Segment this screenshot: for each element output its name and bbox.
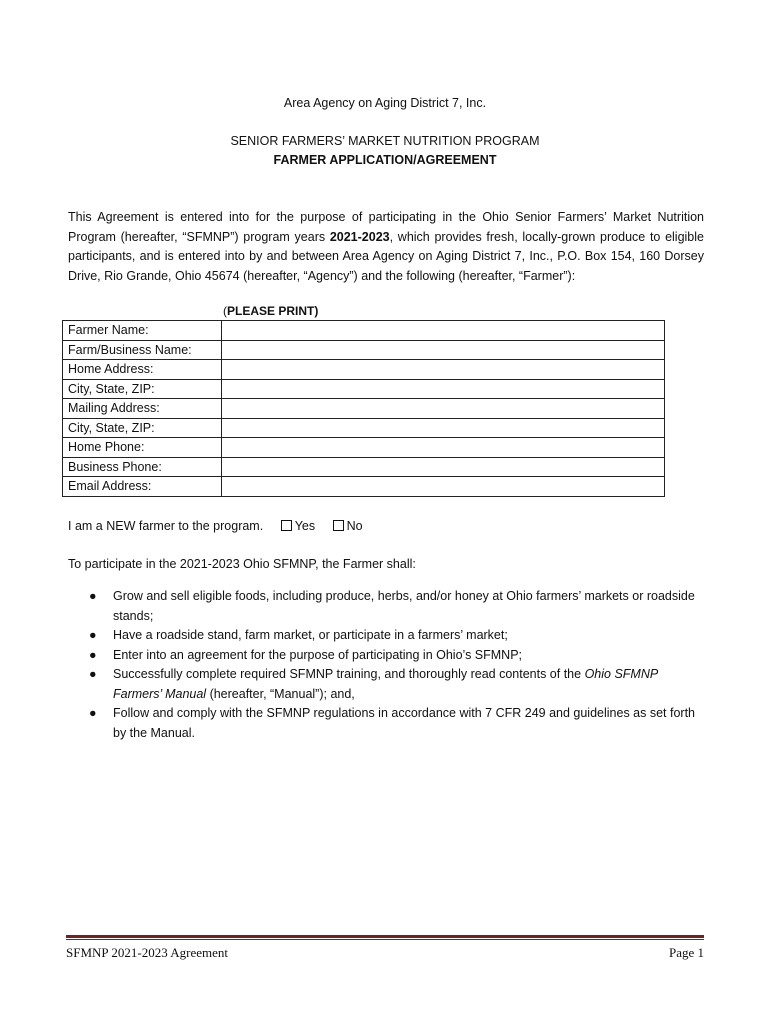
business-name-field[interactable]: [222, 340, 665, 360]
no-checkbox[interactable]: [333, 520, 344, 531]
business-phone-field[interactable]: [222, 457, 665, 477]
please-print-label: PLEASE PRINT): [227, 304, 319, 318]
requirements-list: [68, 587, 698, 743]
footer-rule-thin: [66, 939, 704, 940]
bullet-icon: ●: [89, 667, 97, 681]
bullet-icon: ●: [89, 706, 97, 720]
table-row: [63, 340, 665, 360]
farmer-info-table: [62, 320, 665, 497]
requirement-text: (hereafter, “Manual”); and,: [206, 686, 355, 701]
email-address-field[interactable]: [222, 477, 665, 497]
list-item: [68, 704, 698, 743]
table-row: [63, 360, 665, 380]
home-city-state-zip-label: City, State, ZIP:: [63, 379, 222, 399]
program-years: 2021-2023: [329, 229, 390, 244]
list-item: [68, 587, 698, 626]
table-row: [63, 438, 665, 458]
requirement-text: Enter into an agreement for the purpose of participating in Ohio’s SFMNP;: [113, 647, 523, 662]
bullet-icon: ●: [89, 628, 97, 642]
yes-label: Yes: [294, 519, 316, 533]
no-label: No: [346, 519, 363, 533]
mailing-address-field[interactable]: [222, 399, 665, 419]
bullet-icon: ●: [89, 589, 97, 603]
requirements-intro: To participate in the 2021-2023 Ohio SFMNP, the Farmer shall:: [68, 557, 416, 571]
farmer-name-label: Farmer Name:: [63, 321, 222, 341]
yes-option[interactable]: [281, 519, 315, 533]
no-option[interactable]: [333, 519, 363, 533]
table-row: [63, 457, 665, 477]
list-item: [68, 665, 698, 704]
intro-text-1: This Agreement is entered into for the purpose of participating in the Ohio Senior Farmers’ Market Nutrition Program (hereafter, “SFMNP”) program years: [68, 210, 704, 244]
requirement-text: Successfully complete required SFMNP training, and thoroughly read contents of the: [113, 667, 585, 681]
table-row: [63, 477, 665, 497]
home-address-field[interactable]: [222, 360, 665, 380]
please-print-note: [223, 304, 318, 318]
footer-document-name: SFMNP 2021-2023 Agreement: [66, 945, 229, 960]
email-address-label: Email Address:: [63, 477, 222, 497]
mailing-address-label: Mailing Address:: [63, 399, 222, 419]
list-item: [68, 626, 698, 646]
requirement-text: Grow and sell eligible foods, including produce, herbs, and/or honey at Ohio farmers’ markets or roadside stands;: [113, 589, 695, 623]
home-city-state-zip-field[interactable]: [222, 379, 665, 399]
agency-name: Area Agency on Aging District 7, Inc.: [283, 96, 487, 110]
home-phone-label: Home Phone:: [63, 438, 222, 458]
program-title: SENIOR FARMERS’ MARKET NUTRITION PROGRAM: [230, 134, 540, 148]
intro-text-2: , which provides fresh, locally-grown produce to eligible participants, and is entered into by and between Area Agency on Aging District 7, Inc., P.O. Box 154, 160 Dorsey Drive, Rio Grande, Ohio 45674 (hereafter, “Agency”) and the following (hereafter, “Farmer”):: [68, 229, 704, 283]
home-phone-field[interactable]: [222, 438, 665, 458]
footer-rule: [66, 935, 704, 938]
yes-checkbox[interactable]: [281, 520, 292, 531]
home-address-label: Home Address:: [63, 360, 222, 380]
bullet-icon: ●: [89, 647, 97, 662]
table-row: [63, 418, 665, 438]
business-name-label: Farm/Business Name:: [63, 340, 222, 360]
table-row: [63, 321, 665, 341]
new-farmer-question: [68, 519, 363, 533]
mailing-city-state-zip-field[interactable]: [222, 418, 665, 438]
footer-page-number: Page 1: [668, 945, 704, 960]
requirement-text: Have a roadside stand, farm market, or participate in a farmers’ market;: [113, 628, 508, 642]
mailing-city-state-zip-label: City, State, ZIP:: [63, 418, 222, 438]
farmer-name-field[interactable]: [222, 321, 665, 341]
new-farmer-text: I am a NEW farmer to the program.: [68, 519, 264, 533]
please-print-paren: (: [223, 304, 227, 318]
manual-title: Ohio SFMNP Farmers’ Manual: [113, 667, 658, 701]
intro-paragraph: [68, 208, 704, 286]
business-phone-label: Business Phone:: [63, 457, 222, 477]
table-row: [63, 399, 665, 419]
form-title: FARMER APPLICATION/AGREEMENT: [273, 153, 497, 167]
table-row: [63, 379, 665, 399]
requirement-text: Follow and comply with the SFMNP regulations in accordance with 7 CFR 249 and guidelines as set forth by the Manual.: [113, 706, 696, 740]
list-item: [68, 646, 698, 666]
